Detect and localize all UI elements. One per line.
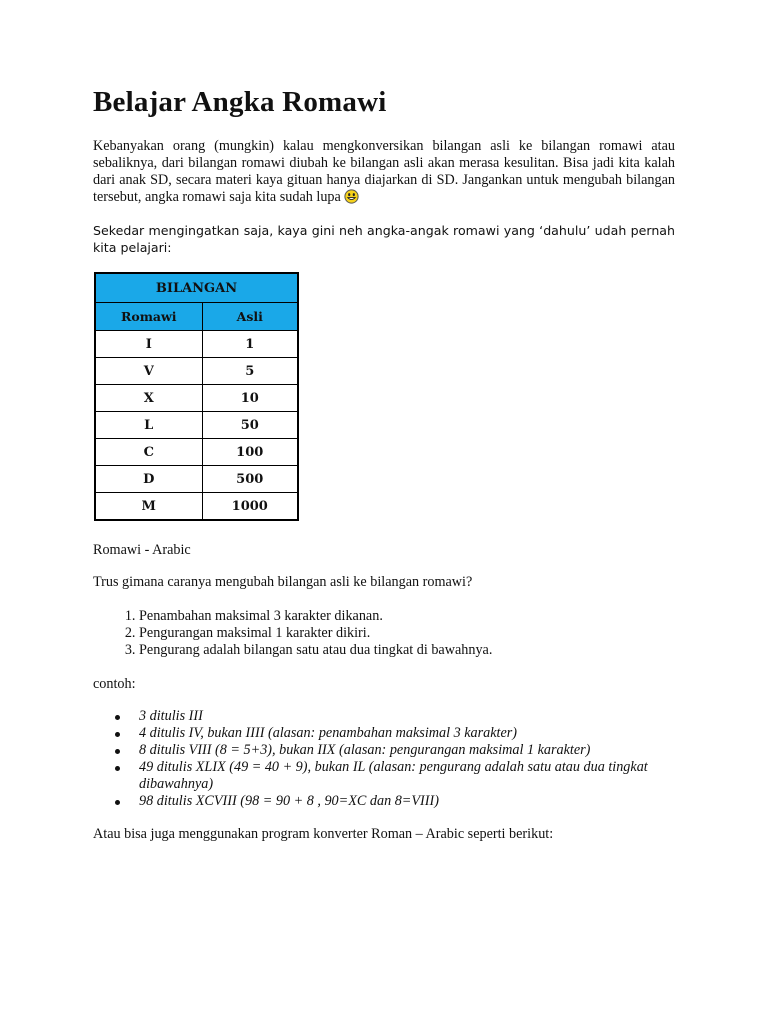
example-text: 49 ditulis XLIX (49 = 40 + 9), bukan IL (alasan: pengurang adalah satu atau dua tingkat dibawahnya) [139,759,648,792]
cell-romawi: C [95,439,202,466]
contoh-label: contoh: [93,676,136,692]
examples-list [93,708,669,810]
cell-romawi: M [95,493,202,521]
cell-romawi: V [95,358,202,385]
roman-numeral-table [94,272,299,521]
table-row [95,439,298,466]
table-row [95,493,298,521]
cell-asli: 5 [202,358,298,385]
bullet-icon [115,732,120,737]
cell-asli: 100 [202,439,298,466]
question-paragraph: Trus gimana caranya mengubah bilangan asli ke bilangan romawi? [93,574,473,590]
bullet-icon [115,715,120,720]
example-text: 4 ditulis IV, bukan IIII (alasan: penambahan maksimal 3 karakter) [139,725,518,741]
table-header-row [95,273,298,303]
table-column-header-row [95,303,298,331]
list-item [139,725,669,742]
smiley-face-icon [344,189,359,209]
example-text: 8 ditulis VIII (8 = 5+3), bukan IIX (alasan: pengurangan maksimal 1 karakter) [139,742,591,758]
cell-romawi: L [95,412,202,439]
column-header-asli: Asli [202,303,298,331]
example-text: 98 ditulis XCVIII (98 = 90 + 8 , 90=XC dan 8=VIII) [139,793,439,809]
page-title: Belajar Angka Romawi [93,86,387,118]
table-row [95,358,298,385]
cell-romawi: D [95,466,202,493]
cell-romawi: X [95,385,202,412]
list-item: 3. Pengurang adalah bilangan satu atau dua tingkat di bawahnya. [139,642,675,659]
intro-text: Kebanyakan orang (mungkin) kalau mengkonversikan bilangan asli ke bilangan romawi atau sebaliknya, dari bilangan romawi diubah ke bilangan asli akan merasa kesulitan. Bisa jadi kita kalah dari anak SD, secara materi kaya gituan hanya diajarkan di SD. Jangankan untuk mengubah bilangan tersebut, angka romawi saja kita sudah lupa [93,138,675,205]
closing-paragraph: Atau bisa juga menggunakan program konverter Roman – Arabic seperti berikut: [93,826,554,842]
cell-romawi: I [95,331,202,358]
list-item: 2. Pengurangan maksimal 1 karakter dikiri. [139,625,675,642]
bullet-icon [115,749,120,754]
intro-paragraph [93,138,675,209]
example-text: 3 ditulis III [139,708,203,724]
reminder-paragraph: Sekedar mengingatkan saja, kaya gini neh angka-angak romawi yang ‘dahulu’ udah pernah kita pelajari: [93,223,675,255]
table-row [95,412,298,439]
table-row [95,385,298,412]
cell-asli: 50 [202,412,298,439]
cell-asli: 10 [202,385,298,412]
list-item [139,742,669,759]
list-item [139,708,669,725]
table-caption: Romawi - Arabic [93,542,191,558]
cell-asli: 1 [202,331,298,358]
bullet-icon [115,800,120,805]
rules-list [93,608,675,659]
table-row [95,331,298,358]
column-header-romawi: Romawi [95,303,202,331]
table-row [95,466,298,493]
list-item [139,759,669,793]
cell-asli: 500 [202,466,298,493]
bullet-icon [115,766,120,771]
cell-asli: 1000 [202,493,298,521]
table-header: BILANGAN [95,273,298,303]
list-item [139,793,669,810]
list-item: 1. Penambahan maksimal 3 karakter dikanan. [139,608,675,625]
